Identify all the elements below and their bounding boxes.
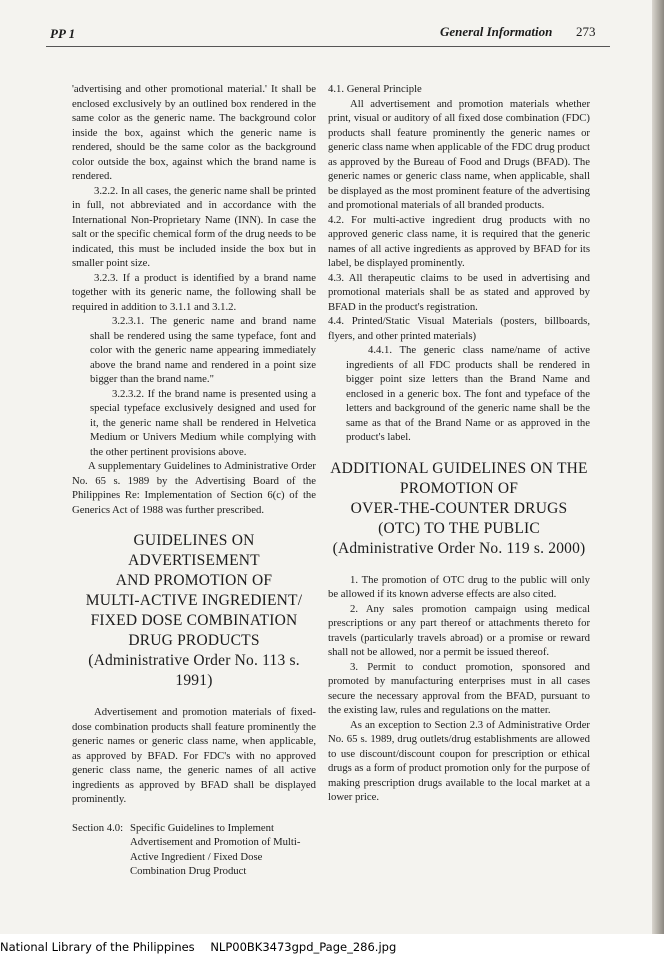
image-caption [0, 940, 664, 957]
right-column [328, 82, 590, 805]
left-column [72, 82, 316, 879]
paragraph: A supplementary Guidelines to Administrative Order No. 65 s. 1989 by the Advertising Board of the Philippines Re: Implementation of Section 6(c) of the Generics Act of 1988 was further prescribed. [72, 460, 316, 516]
header-rule [46, 46, 610, 47]
page-edge [652, 0, 664, 934]
paragraph: 'advertising and other promotional material.' It shall be enclosed exclusively by an outlined box rendered in the same color as the generic name. The background color inside the box, against which the generic name is rendered, should be the same color as the background color outside the box, against which the brand name is rendered. [72, 83, 316, 182]
paragraph: 3.2.3. If a product is identified by a brand name together with its generic name, the following shall be required in addition to 3.1.1 and 3.1.2. [72, 271, 316, 313]
paragraph: 2. Any sales promotion campaign using medical prescriptions or any part thereof or attachments thereto for travels (particularly travels abroad) or a promise or reward shall not be allowed, nor a permit be issued thereof. [328, 602, 590, 658]
paragraph: 4.3. All therapeutic claims to be used in advertising and promotional materials shall be as stated and approved by BFAD in the product's registration. [328, 271, 590, 313]
section-text: Specific Guidelines to Implement Advertisement and Promotion of Multi-Active Ingredient / Fixed Dose Combination Drug Product [130, 821, 301, 877]
paragraph: All advertisement and promotion materials whether print, visual or auditory of all fixed dose combination (FDC) products shall feature prominently the generic names or generic class name when applicable of the FDC drug product as approved by the Bureau of Food and Drugs (BFAD). The generic names or generic class name, when applicable, shall be displayed as the most prominent feature of the advertising and promotional materials of all branded products. [328, 97, 590, 211]
paragraph: 3.2.2. In all cases, the generic name shall be printed in full, not abbreviated and in accordance with the International Non-Proprietary Name (INN). In case the salt or the specific chemical form of the drug needs to be indicated, this must be included inside the box but in smaller point size. [72, 184, 316, 269]
paragraph: 3.2.3.1. The generic name and brand name shall be rendered using the same typeface, font and color with the generic name appearing immediately above the brand name and rendered in a point size bigger than the brand name." [90, 315, 316, 385]
file-name: NLP00BK3473gpd_Page_286.jpg [210, 940, 397, 954]
library-name: National Library of the Philippines [0, 940, 195, 954]
running-header-left: PP 1 [50, 26, 76, 41]
subsection-title: 4.1. General Principle [328, 83, 422, 95]
paragraph: As an exception to Section 2.3 of Administrative Order No. 65 s. 1989, drug outlets/drug establishments are allowed to use discount/discount coupon for prescription or ethical drugs as a form of product promotion only for the purpose of making prescription drugs available to the local market at a lower price. [328, 718, 590, 803]
paragraph: Advertisement and promotion materials of fixed-dose combination products shall feature prominently the generic names or generic class name, when applicable, as approved by BFAD. For FDC's with no approved generic class name, the generic names of all active ingredients as approved by BFAD shall be displayed prominently. [72, 706, 316, 805]
paragraph: 3.2.3.2. If the brand name is presented using a special typeface exclusively designed and used for it, the generic name shall be rendered in Helvetica Medium or Univers Medium while complying with the other pertinent provisions above. [90, 387, 316, 458]
paragraph: 4.2. For multi-active ingredient drug products with no approved generic class name, it is required that the generic names of all active ingredients as approved by BFAD for its label, be displayed prominently. [328, 213, 590, 269]
paragraph: 3. Permit to conduct promotion, sponsored and promoted by manufacturing enterprises must in all cases secure the necessary approval from the BFAD, pursuant to the existing law, rules and regulations on the matter. [328, 660, 590, 716]
paragraph: 4.4. Printed/Static Visual Materials (posters, billboards, flyers, and other printed materials) [328, 315, 590, 342]
section-heading: ADDITIONAL GUIDELINES ON THE PROMOTION OF OVER-THE-COUNTER DRUGS (OTC) TO THE PUBLIC (Administrative Order No. 119 s. 2000) [330, 459, 588, 557]
section-heading: GUIDELINES ON ADVERTISEMENT AND PROMOTION OF MULTI-ACTIVE INGREDIENT/ FIXED DOSE COMBINATION DRUG PRODUCTS (Administrative Order No. 113 s. 1991) [85, 532, 303, 689]
paragraph: 1. The promotion of OTC drug to the public will only be allowed if its known adverse effects are also cited. [328, 573, 590, 600]
running-header-title: General Information [440, 24, 553, 39]
paragraph: 4.4.1. The generic class name/name of active ingredients of all FDC products shall be rendered in bigger point size letters than the Brand Name and enclosed in a generic box. The font and typeface of the letters and background of the generic name shall be the same as that of the Brand Name or as approved in the product's label. [346, 344, 590, 443]
page-number: 273 [576, 24, 596, 39]
section-entry [72, 821, 316, 879]
section-label: Section 4.0: [72, 821, 124, 834]
